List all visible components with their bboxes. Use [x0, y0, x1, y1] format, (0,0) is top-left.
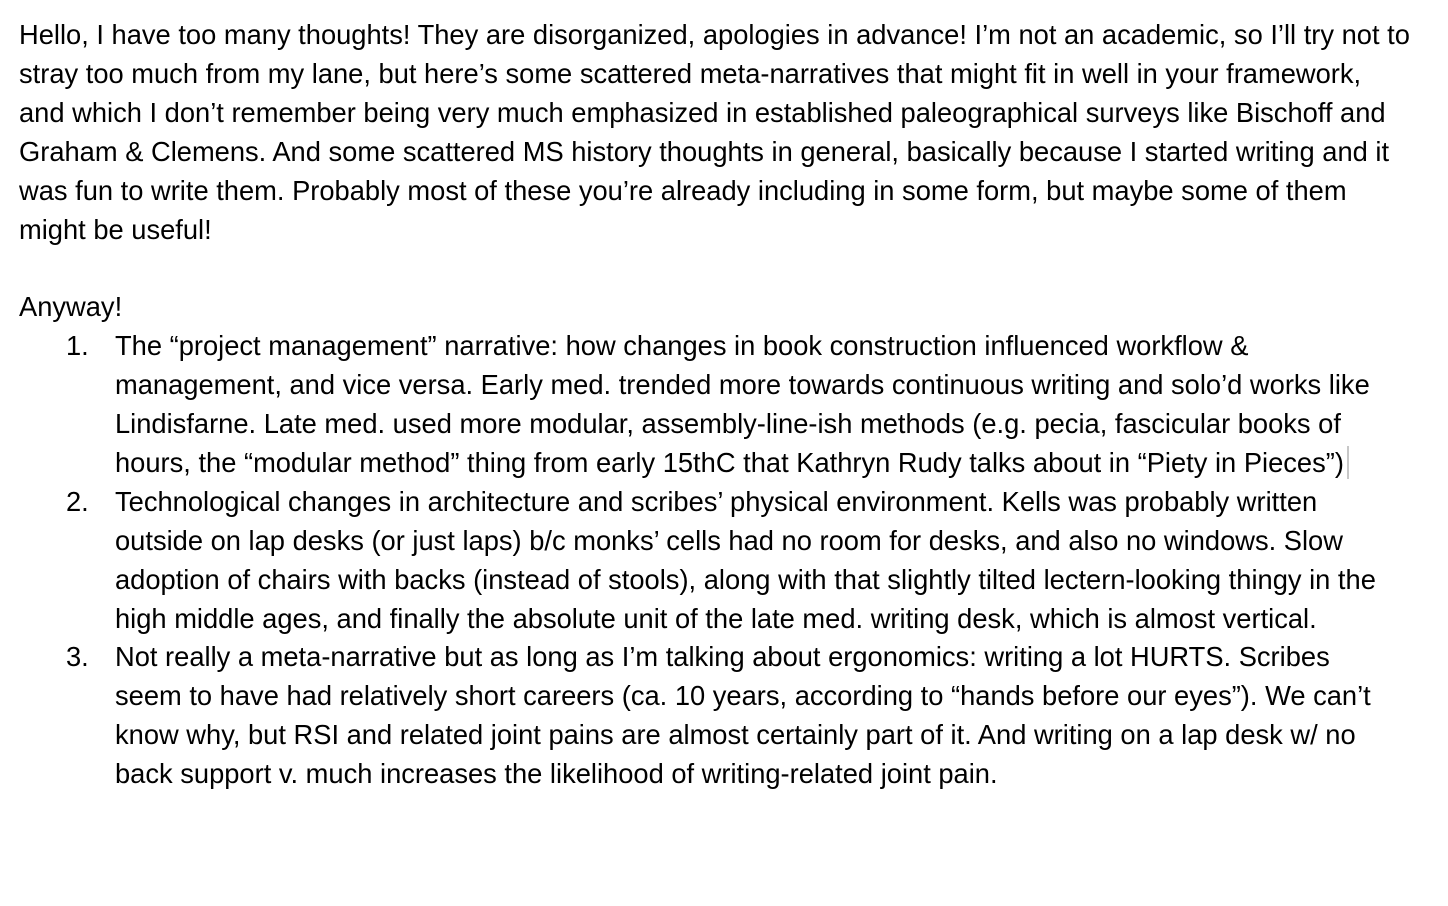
text-cursor [1347, 446, 1349, 479]
document-body[interactable] [19, 16, 1419, 794]
list-item [19, 638, 1385, 794]
list-item-text: The “project management” narrative: how changes in book construction influenced workflow & management, and vice versa. Early med. trended more towards continuous writing and solo’d works like Lindisfarne. Late med. used more modular, assembly-line-ish methods (e.g. pecia, fascicular books of hours, the “modular method” thing from early 15thC that Kathryn Rudy talks about in “Piety in Pieces”) [115, 330, 1370, 478]
blank-line [19, 249, 1419, 288]
anyway-line: Anyway! [19, 291, 123, 323]
numbered-list [19, 327, 1419, 794]
list-item-text: Not really a meta-narrative but as long as I’m talking about ergonomics: writing a lot HURTS. Scribes seem to have had relatively short careers (ca. 10 years, according to “hands before our eyes”). We can’t know why, but RSI and related joint pains are almost certainly part of it. And writing on a lap desk w/ no back support v. much increases the likelihood of writing-related joint pain. [115, 641, 1371, 790]
list-item-text: Technological changes in architecture and scribes’ physical environment. Kells was probably written outside on lap desks (or just laps) b/c monks’ cells had no room for desks, and also no windows. Slow adoption of chairs with backs (instead of stools), along with that slightly tilted lectern-looking thingy in the high middle ages, and finally the absolute unit of the late med. writing desk, which is almost vertical. [115, 485, 1376, 634]
intro-paragraph: Hello, I have too many thoughts! They are disorganized, apologies in advance! I’m not an academic, so I’ll try not to stray too much from my lane, but here’s some scattered meta-narratives that might fit in well in your framework, and which I don’t remember being very much emphasized in established paleographical surveys like Bischoff and Graham & Clemens. And some scattered MS history thoughts in general, basically because I started writing and it was fun to write them. Probably most of these you’re already including in some form, but maybe some of them might be useful! [19, 19, 1410, 245]
list-item-number: 1. [66, 330, 89, 362]
list-item [19, 483, 1385, 639]
list-item [19, 327, 1385, 483]
list-item-number: 3. [66, 641, 89, 673]
list-item-number: 2. [66, 485, 89, 517]
